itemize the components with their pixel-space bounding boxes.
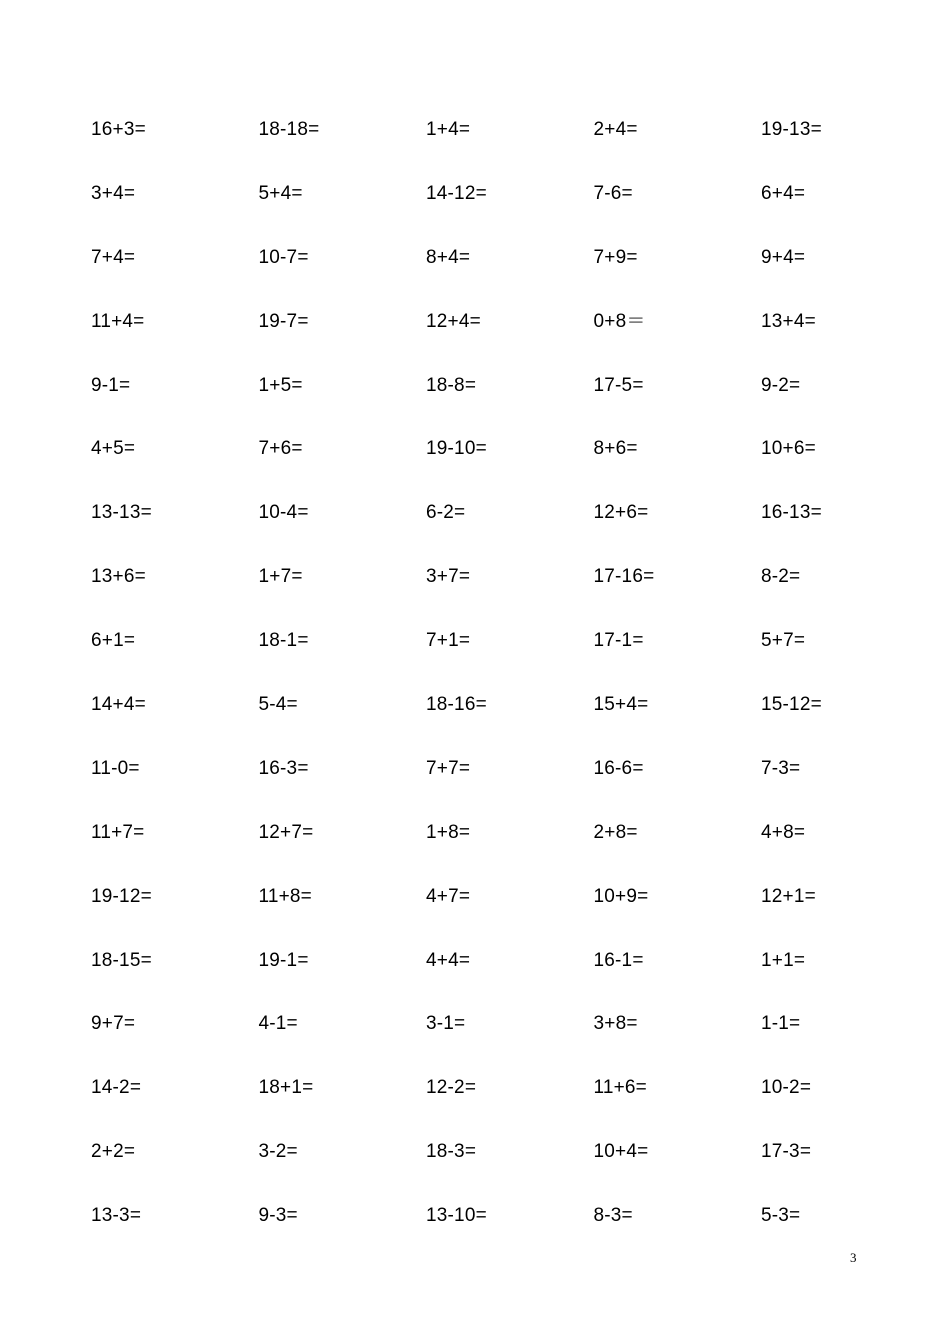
math-problem: 7-3=	[761, 757, 801, 779]
problem-row	[91, 1010, 931, 1074]
math-problem: 18-15=	[91, 949, 152, 971]
math-problem: 12-2=	[426, 1077, 477, 1099]
math-problem: 9-2=	[761, 374, 801, 396]
problem-row	[91, 691, 931, 755]
math-problem: 11+7=	[91, 821, 145, 843]
math-problem: 18+1=	[258, 1077, 314, 1099]
math-problem: 3+4=	[91, 182, 136, 204]
math-problem: 1+8=	[426, 821, 471, 843]
math-problem: 1+4=	[426, 119, 471, 140]
math-problem: 4+4=	[426, 949, 471, 971]
math-problem: 19-7=	[258, 310, 309, 332]
math-problem: 5+4=	[258, 182, 303, 204]
problem-row	[91, 1074, 931, 1138]
math-problem: 19-10=	[426, 438, 487, 460]
problem-row	[91, 116, 931, 180]
math-problem: 13+4=	[761, 310, 816, 332]
math-problem: 9-3=	[258, 1205, 298, 1227]
math-problem: 1+5=	[258, 374, 303, 396]
math-problem: 0+8＝	[593, 310, 646, 332]
math-problem: 15-12=	[761, 694, 822, 716]
problem-row	[91, 244, 931, 308]
math-problem: 19-12=	[91, 885, 152, 907]
math-problem: 10-4=	[258, 502, 309, 524]
math-problem: 8+6=	[593, 438, 638, 460]
math-problem: 18-3=	[426, 1141, 477, 1163]
math-problem: 11+6=	[593, 1077, 647, 1099]
problem-row	[91, 499, 931, 563]
problem-row	[91, 1138, 931, 1202]
math-problem: 9+4=	[761, 246, 806, 268]
math-problem: 17-3=	[761, 1141, 812, 1163]
problem-row	[91, 1202, 931, 1266]
math-problem: 16-3=	[258, 757, 309, 779]
problem-row	[91, 755, 931, 819]
math-problem: 12+6=	[593, 502, 649, 524]
math-problem: 15+4=	[593, 694, 649, 716]
math-problem: 4-1=	[258, 1013, 298, 1035]
math-problem: 18-8=	[426, 374, 477, 396]
math-problem: 4+5=	[91, 438, 136, 460]
math-problem: 16-13=	[761, 502, 822, 524]
math-problem: 4+8=	[761, 821, 806, 843]
math-problem: 18-1=	[258, 630, 309, 652]
math-problem: 10+6=	[761, 438, 816, 460]
math-problem: 2+2=	[91, 1141, 136, 1163]
math-problem: 18-16=	[426, 694, 487, 716]
problem-row	[91, 308, 931, 372]
math-problem: 9-1=	[91, 374, 131, 396]
math-problem: 1+7=	[258, 566, 303, 588]
problem-row	[91, 180, 931, 244]
page-number: 3	[850, 1250, 857, 1265]
math-problem: 7+7=	[426, 757, 471, 779]
math-problem: 8+4=	[426, 246, 471, 268]
math-problem: 8-2=	[761, 566, 801, 588]
math-problem: 3-1=	[426, 1013, 466, 1035]
math-problem: 3-2=	[258, 1141, 298, 1163]
math-problem: 7+9=	[593, 246, 638, 268]
math-problem: 5-3=	[761, 1205, 801, 1227]
math-problem: 13-13=	[91, 502, 152, 524]
math-problem: 10+4=	[593, 1141, 649, 1163]
math-problem: 14+4=	[91, 694, 146, 716]
math-problem: 12+7=	[258, 821, 314, 843]
math-problem: 18-18=	[258, 119, 320, 140]
problem-row	[91, 819, 931, 883]
math-problem: 3+8=	[593, 1013, 638, 1035]
math-problem: 16-6=	[593, 757, 644, 779]
math-problem: 10-2=	[761, 1077, 812, 1099]
math-problem: 13-3=	[91, 1205, 142, 1227]
math-problem: 11-0=	[91, 757, 140, 779]
math-problem: 16+3=	[91, 119, 146, 140]
math-problem: 17-1=	[593, 630, 644, 652]
math-problem: 14-12=	[426, 182, 487, 204]
math-problem: 4+7=	[426, 885, 471, 907]
math-problem: 11+8=	[258, 885, 312, 907]
problem-row	[91, 372, 931, 436]
math-problem: 8-3=	[593, 1205, 633, 1227]
math-problem: 7+1=	[426, 630, 471, 652]
math-problem: 1-1=	[761, 1013, 801, 1035]
math-problem: 13+6=	[91, 566, 146, 588]
math-problem: 12+4=	[426, 310, 481, 332]
problem-row	[91, 883, 931, 947]
math-problem: 13-10=	[426, 1205, 487, 1227]
math-problem: 7+6=	[258, 438, 303, 460]
problem-grid	[91, 116, 931, 1266]
problem-row	[91, 627, 931, 691]
math-problem: 5+7=	[761, 630, 806, 652]
math-problem: 14-2=	[91, 1077, 142, 1099]
math-problem: 11+4=	[91, 310, 145, 332]
math-problem: 7+4=	[91, 246, 136, 268]
math-problem: 9+7=	[91, 1013, 136, 1035]
math-problem: 17-16=	[593, 566, 655, 588]
math-problem: 16-1=	[593, 949, 644, 971]
problem-row	[91, 563, 931, 627]
math-problem: 10-7=	[258, 246, 309, 268]
math-problem: 19-1=	[258, 949, 309, 971]
math-problem: 3+7=	[426, 566, 471, 588]
problem-row	[91, 435, 931, 499]
math-problem: 1+1=	[761, 949, 806, 971]
math-problem: 6+4=	[761, 182, 806, 204]
math-problem: 10+9=	[593, 885, 649, 907]
problem-row	[91, 947, 931, 1011]
math-problem: 17-5=	[593, 374, 644, 396]
math-problem: 5-4=	[258, 694, 298, 716]
math-problem: 2+8=	[593, 821, 638, 843]
math-problem: 6-2=	[426, 502, 466, 524]
math-problem: 19-13=	[761, 119, 822, 140]
math-problem: 6+1=	[91, 630, 136, 652]
math-problem: 12+1=	[761, 885, 816, 907]
math-problem: 7-6=	[593, 182, 633, 204]
math-problem: 2+4=	[593, 119, 638, 140]
